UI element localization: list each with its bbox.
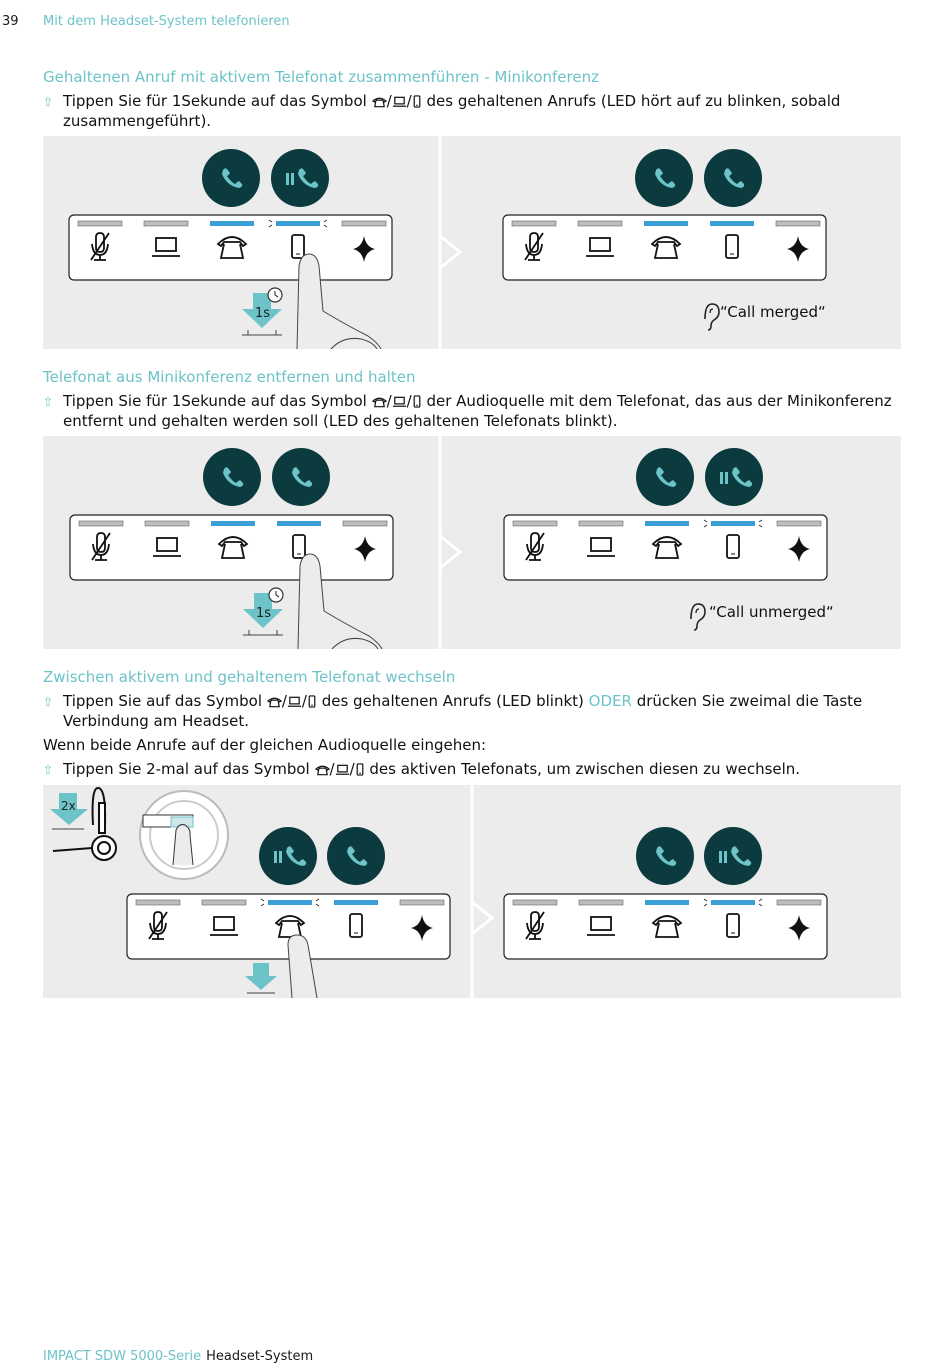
- page-number: 39: [2, 14, 19, 29]
- step-text: des gehaltenen Anrufs (LED hört auf zu blinken, sobald: [426, 92, 841, 110]
- laptop-icon: [335, 764, 350, 776]
- step-text: der Audioquelle mit dem Telefonat, das aus der Minikonferenz: [426, 392, 892, 410]
- condition-text: Wenn beide Anrufe auf der gleichen Audioquelle eingehen:: [43, 736, 487, 754]
- laptop-icon: [392, 96, 407, 108]
- hold-duration-label: 1s: [255, 306, 271, 321]
- mobile-icon: [355, 763, 365, 776]
- voice-prompt: “Call merged“: [720, 303, 826, 321]
- source-icons: / /: [372, 392, 427, 410]
- desk-phone-icon: [372, 396, 387, 408]
- call-active-icon: [202, 149, 260, 207]
- step-switch-2: [43, 760, 903, 780]
- desk-phone-icon: [372, 96, 387, 108]
- illustration-merge: [43, 136, 901, 349]
- footer-product: Headset-System: [206, 1349, 314, 1364]
- laptop-icon: [287, 696, 302, 708]
- call-hold-icon: [271, 149, 329, 207]
- step-text: des gehaltenen Anrufs (LED blinkt): [321, 692, 584, 710]
- step-arrow-icon: ⇧: [43, 695, 54, 709]
- illustration-switch: [43, 785, 901, 998]
- step-text: Tippen Sie für 1Sekunde auf das Symbol: [63, 92, 367, 110]
- source-icons: / /: [267, 692, 322, 710]
- step-text: Tippen Sie auf das Symbol: [63, 692, 263, 710]
- step-text: entfernt und gehalten werden soll (LED des gehaltenen Telefonats blinkt).: [63, 411, 618, 430]
- illustration-unmerge: [43, 436, 901, 649]
- section-title-switch: Zwischen aktivem und gehaltenem Telefonat wechseln: [43, 668, 456, 686]
- or-keyword: ODER: [588, 692, 632, 710]
- footer-brand: IMPACT SDW 5000-Serie: [43, 1349, 202, 1364]
- source-icons: / /: [315, 760, 370, 778]
- step-arrow-icon: ⇧: [43, 95, 54, 109]
- hold-duration-label: 1s: [256, 606, 272, 621]
- voice-prompt: “Call unmerged“: [709, 603, 834, 621]
- step-arrow-icon: ⇧: [43, 763, 54, 777]
- desk-phone-icon: [315, 764, 330, 776]
- step-text: zusammengeführt).: [63, 111, 212, 130]
- step-arrow-icon: ⇧: [43, 395, 54, 409]
- mobile-icon: [412, 95, 422, 108]
- ear-icon: [705, 304, 719, 330]
- laptop-icon: [392, 396, 407, 408]
- footer: [43, 1349, 313, 1364]
- step-text: des aktiven Telefonats, um zwischen diesen zu wechseln.: [369, 760, 801, 778]
- running-header: Mit dem Headset-System telefonieren: [43, 14, 290, 29]
- clock-icon: [268, 288, 282, 302]
- mobile-icon: [412, 395, 422, 408]
- step-switch-1: [43, 692, 903, 731]
- section-title-unmerge: Telefonat aus Minikonferenz entfernen und halten: [43, 368, 416, 386]
- step-text: drücken Sie zweimal die Taste: [636, 692, 863, 710]
- step-text: Tippen Sie 2-mal auf das Symbol: [63, 760, 310, 778]
- section-title-merge: Gehaltenen Anruf mit aktivem Telefonat zusammenführen - Minikonferenz: [43, 68, 599, 86]
- step-unmerge: [43, 392, 903, 431]
- source-icons: / /: [372, 92, 427, 110]
- press-count-label: 2x: [61, 799, 76, 813]
- desk-phone-icon: [267, 696, 282, 708]
- step-text: Verbindung am Headset.: [63, 711, 249, 730]
- mobile-icon: [307, 695, 317, 708]
- zoom-circle: [140, 791, 228, 879]
- step-text: Tippen Sie für 1Sekunde auf das Symbol: [63, 392, 367, 410]
- step-merge: [43, 92, 903, 131]
